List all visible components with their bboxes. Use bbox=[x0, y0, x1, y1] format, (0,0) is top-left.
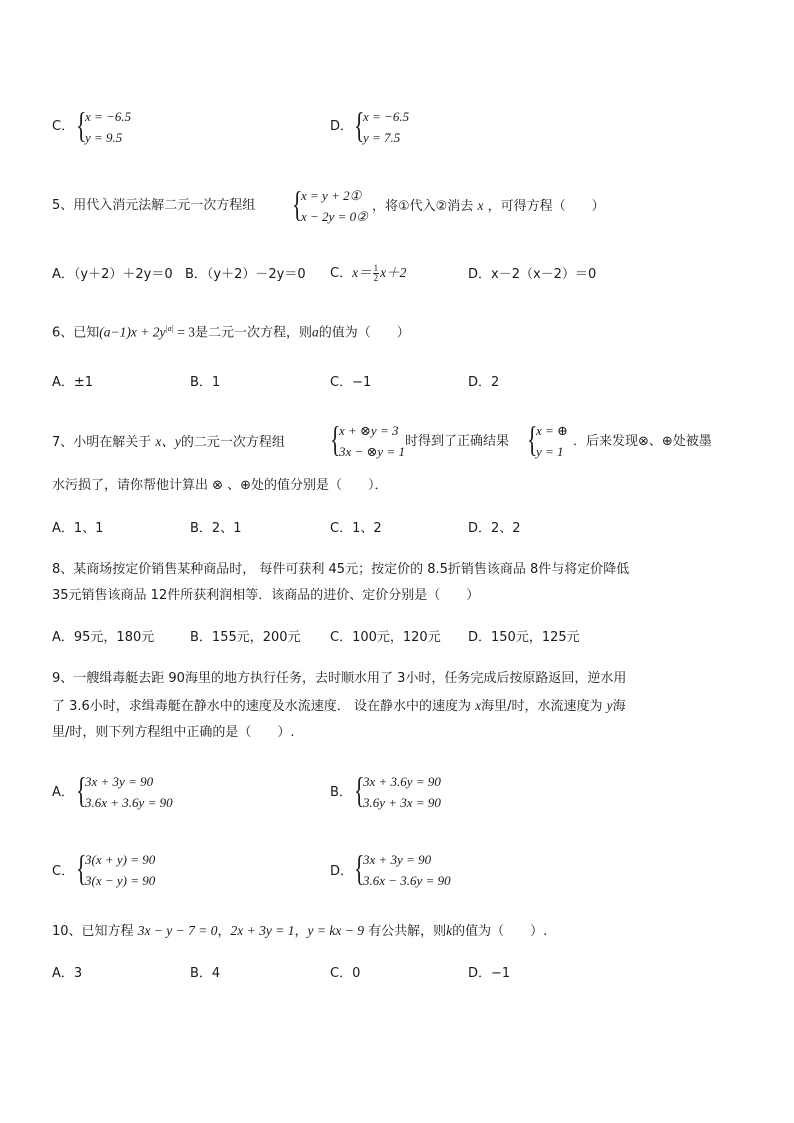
text: 海 bbox=[612, 699, 626, 714]
q8-option-c: C．100元，120元 bbox=[330, 630, 441, 645]
q9-option-c-system bbox=[76, 849, 155, 891]
q7-option-b: B．2、1 bbox=[190, 521, 242, 536]
variable: x bbox=[477, 198, 484, 213]
q10-option-a: A．3 bbox=[52, 966, 83, 981]
q7-option-d: D．2、2 bbox=[468, 521, 521, 536]
expression: x＝ bbox=[352, 265, 372, 280]
q6-option-d: D．2 bbox=[468, 375, 500, 390]
brace: { bbox=[527, 419, 538, 459]
equation: x − 2y = 0② bbox=[301, 209, 368, 224]
brace: { bbox=[76, 105, 87, 145]
text: ，将①代入②消去 bbox=[372, 199, 474, 214]
equation: 3.6y + 3x = 90 bbox=[363, 795, 441, 810]
text: ，可得方程（ ） bbox=[487, 199, 605, 214]
fraction bbox=[373, 264, 380, 283]
q9-option-b-label: B． bbox=[330, 785, 352, 800]
equation: 3(x + y) = 90 bbox=[85, 852, 156, 867]
q7-stem-c: 时得到了正确结果 bbox=[405, 434, 510, 449]
q9-option-d-label: D． bbox=[330, 864, 354, 879]
equation: 2x + 3y = 1 bbox=[230, 923, 295, 938]
q10-option-c: C．0 bbox=[330, 966, 361, 981]
q8-option-d: D．150元，125元 bbox=[468, 630, 580, 645]
q7-system bbox=[330, 420, 405, 462]
q9-line-1: 9、一艘缉毒艇去距 90海里的地方执行任务，去时顺水用了 3小时，任务完成后按原路返回，逆水用 bbox=[52, 671, 627, 686]
q6-option-c: C．−1 bbox=[330, 375, 372, 390]
q7-stem-a bbox=[52, 435, 285, 449]
brace: { bbox=[76, 770, 87, 810]
equation: 3x − ⊗y = 1 bbox=[339, 444, 405, 459]
denominator: 2 bbox=[373, 273, 379, 283]
brace: { bbox=[292, 184, 303, 224]
variables: x、y bbox=[155, 434, 181, 449]
q8-line-2: 35元销售该商品 12件所获利润相等．该商品的进价、定价分别是（ ） bbox=[52, 588, 480, 603]
equation: y = 7.5 bbox=[363, 130, 401, 145]
expression: x＋2 bbox=[380, 265, 407, 280]
numerator: 1 bbox=[373, 263, 379, 273]
brace: { bbox=[354, 770, 365, 810]
q6-stem bbox=[52, 325, 410, 339]
q5-option-a: A．（y＋2）＋2y＝0 bbox=[52, 267, 173, 282]
q5-option-d: D．x－2（x－2）＝0 bbox=[468, 267, 597, 282]
equation: 3x + 3y = 90 bbox=[363, 852, 432, 867]
q8-option-b: B．155元，200元 bbox=[190, 630, 301, 645]
brace: { bbox=[354, 848, 365, 888]
equation: 3x − y − 7 = 0 bbox=[137, 923, 218, 938]
equation: 3x + 3.6y = 90 bbox=[363, 774, 441, 789]
brace: { bbox=[76, 848, 87, 888]
text: 是二元一次方程，则 bbox=[195, 325, 313, 341]
text: 的值为（ ） bbox=[318, 325, 410, 341]
q5-system bbox=[292, 185, 368, 227]
text: 的二元一次方程组 bbox=[180, 435, 285, 450]
q7-option-a: A．1、1 bbox=[52, 521, 104, 536]
q7-stem-e: 水污损了，请你帮他计算出 ⊗ 、⊕处的值分别是（ ）． bbox=[52, 478, 388, 493]
q9-option-b-system bbox=[354, 771, 441, 813]
q9-option-a-label: A． bbox=[52, 785, 74, 800]
separator: ， bbox=[217, 924, 231, 939]
q9-option-d-system bbox=[354, 849, 451, 891]
text: 6、已知 bbox=[52, 325, 100, 341]
equation: x = −6.5 bbox=[85, 109, 132, 124]
text: 10、已知方程 bbox=[52, 924, 134, 939]
equation: y = 1 bbox=[536, 444, 564, 459]
q5-option-b: B．（y＋2）－2y＝0 bbox=[185, 267, 306, 282]
q10-stem bbox=[52, 924, 547, 938]
q4-option-d-label: D． bbox=[330, 119, 354, 134]
q6-option-a: A．±1 bbox=[52, 375, 94, 390]
q4-option-c-label: C． bbox=[52, 119, 75, 134]
expression: (a−1)x + 2y bbox=[99, 324, 166, 340]
q5-stem-a: 5、用代入消元法解二元一次方程组 bbox=[52, 198, 256, 213]
q7-result-system bbox=[527, 420, 568, 462]
q8-option-a: A．95元，180元 bbox=[52, 630, 155, 645]
variable: x bbox=[475, 698, 482, 713]
option-label: C． bbox=[330, 266, 353, 281]
q10-option-b: B．4 bbox=[190, 966, 221, 981]
q5-option-c bbox=[330, 264, 406, 283]
equation: x = ⊕ bbox=[536, 423, 568, 438]
text: 海里/时，水流速度为 bbox=[481, 699, 603, 714]
exponent: |a| bbox=[165, 324, 174, 333]
text: 的值为（ ）. bbox=[452, 924, 548, 939]
expression: = 3 bbox=[173, 324, 196, 340]
q4-option-d-system bbox=[354, 106, 409, 148]
equation: y = kx − 9 bbox=[307, 923, 364, 938]
equation: x = −6.5 bbox=[363, 109, 410, 124]
q8-line-1: 8、某商场按定价销售某种商品时， 每件可获利 45元；按定价的 8.5折销售该商品 8件与将定价降低 bbox=[52, 562, 630, 577]
variable: k bbox=[446, 923, 453, 938]
equation: 3.6x − 3.6y = 90 bbox=[363, 873, 451, 888]
text: 了 3.6小时，求缉毒艇在静水中的速度及水流速度． 设在静水中的速度为 bbox=[52, 699, 471, 714]
q7-option-c: C．1、2 bbox=[330, 521, 382, 536]
q10-option-d: D．−1 bbox=[468, 966, 511, 981]
equation: 3.6x + 3.6y = 90 bbox=[85, 795, 173, 810]
variable: a bbox=[312, 324, 319, 340]
equation: 3x + 3y = 90 bbox=[85, 774, 154, 789]
brace: { bbox=[330, 419, 341, 459]
separator: ， bbox=[294, 924, 308, 939]
equation: x = y + 2① bbox=[301, 188, 362, 203]
equation: x + ⊗y = 3 bbox=[339, 423, 399, 438]
q7-stem-d: ．后来发现⊗、⊕处被墨 bbox=[573, 434, 712, 449]
q9-line-2 bbox=[52, 699, 626, 713]
brace: { bbox=[354, 105, 365, 145]
q9-option-c-label: C． bbox=[52, 864, 75, 879]
q5-stem-b bbox=[372, 199, 605, 213]
q4-option-c-system bbox=[76, 106, 131, 148]
text: 7、小明在解关于 bbox=[52, 435, 152, 450]
q9-line-3: 里/时，则下列方程组中正确的是（ ）. bbox=[52, 725, 295, 740]
equation: 3(x − y) = 90 bbox=[85, 873, 156, 888]
q9-option-a-system bbox=[76, 771, 173, 813]
variable: y bbox=[606, 698, 613, 713]
text: 有公共解，则 bbox=[368, 924, 447, 939]
equation: y = 9.5 bbox=[85, 130, 123, 145]
q6-option-b: B．1 bbox=[190, 375, 221, 390]
